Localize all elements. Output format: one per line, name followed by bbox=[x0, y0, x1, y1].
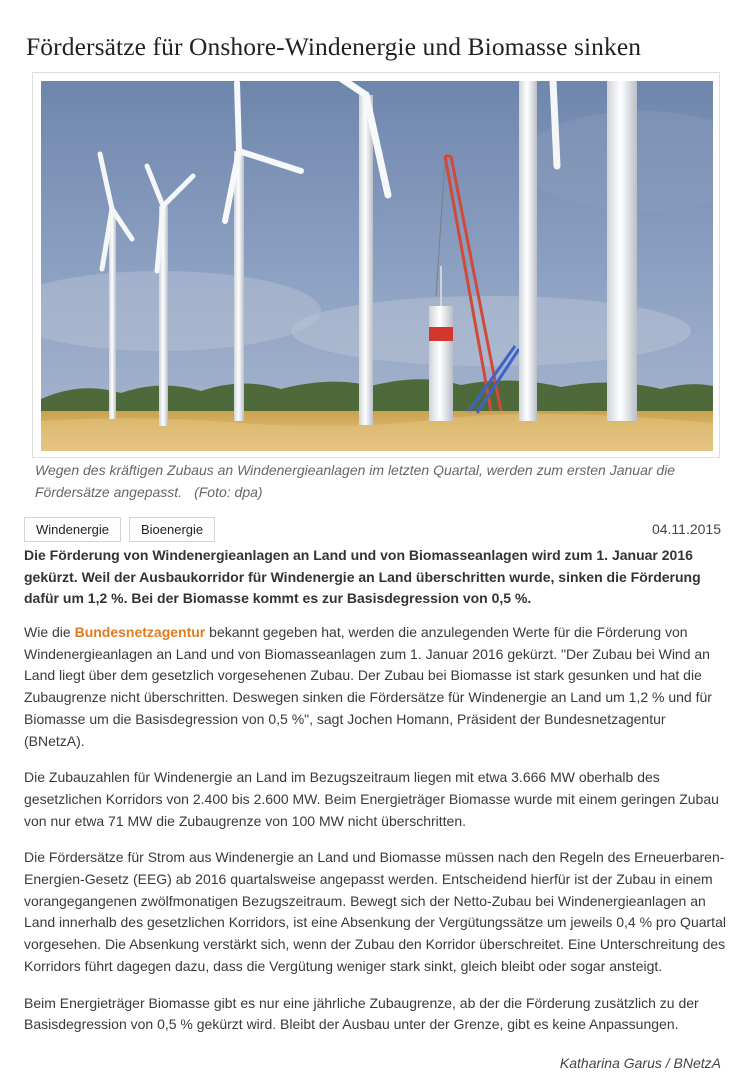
tag-list bbox=[24, 517, 215, 542]
paragraph-4: Beim Energieträger Biomasse gibt es nur eine jährliche Zubaugrenze, ab der die Förderung zusätzlich zu der Basisdegression von 0,5 % gekürzt wird. Bleibt der Ausbau unter der Grenze, gibt es keine Anpassungen. bbox=[24, 994, 699, 1033]
bundesnetzagentur-link[interactable]: Bundesnetzagentur bbox=[74, 624, 206, 640]
caption-text: Wegen des kräftigen Zubaus an Windenergieanlagen im letzten Quartal, werden zum ersten Januar die Fördersätze angepasst. bbox=[35, 462, 676, 500]
article-lead: Die Förderung von Windenergieanlagen an Land und von Biomasseanlagen wird zum 1. Januar 2016 gekürzt. Weil der Ausbaukorridor für Windenergie an Land überschritten wurde, sinken die Förderung dafür um 1,2 %. Bei der Biomasse kommt es zur Basisdegression von 0,5 %. bbox=[24, 547, 701, 606]
paragraph-1-start: Wie die bbox=[24, 624, 75, 640]
paragraph-1 bbox=[24, 622, 726, 752]
article-title: Fördersätze für Onshore-Windenergie und Biomasse sinken bbox=[26, 32, 642, 61]
paragraph-1-rest: bekannt gegeben hat, werden die anzulegenden Werte für die Förderung von Windenergieanlagen an Land und von Biomasseanlagen zum 1. Januar 2016 gekürzt. "Der Zubau bei Wind an Land liegt über dem gesetzlich vorgesehenen Zubau. Der Zubau bei Biomasse ist stark gesunken und hat die Zubaugrenze nicht überschritten. Deswegen sinken die Fördersätze für Windenergie an Land um 1,2 % und für Biomasse um die Basisdegression von 0,5 %", sagt Jochen Homann, Präsident der Bundesnetzagentur (BNetzA). bbox=[24, 624, 712, 749]
paragraph-3: Die Fördersätze für Strom aus Windenergie an Land und Biomasse müssen nach den Regeln des Erneuerbaren-Energien-Gesetz (EEG) ab 2016 quartalsweise angepasst werden. Entscheidend hierfür ist der Zubau in einem vorangegangenen zwölfmonatigen Bezugszeitraum. Bewegt sich der Netto-Zubau bei Windenergieanlagen an Land innerhalb des gesetzlichen Korridors, ist eine Absenkung der Vergütungssätze um jeweils 0,4 % pro Quartal vorgesehen. Die Absenkung verstärkt sich, wenn der Zubau den Korridor überschreitet. Eine Unterschreitung des Korridors führt dagegen dazu, dass die Vergütung weniger stark sinkt, gleich bleibt oder sogar ansteigt. bbox=[24, 849, 726, 974]
tag-windenergie[interactable]: Windenergie bbox=[24, 517, 121, 542]
caption-credit: (Foto: dpa) bbox=[194, 484, 263, 500]
article-figure bbox=[32, 72, 720, 458]
article-body bbox=[24, 622, 726, 1051]
paragraph-2: Die Zubauzahlen für Windenergie an Land im Bezugszeitraum liegen mit etwa 3.666 MW oberhalb des gesetzlichen Korridors von 2.400 bis 2.600 MW. Beim Energieträger Biomasse wurde mit einem geringen Zubau von nur etwa 71 MW die Zubaugrenze von 100 MW nicht überschritten. bbox=[24, 769, 719, 829]
article-author: Katharina Garus / BNetzA bbox=[559, 1055, 721, 1071]
figure-caption bbox=[35, 459, 715, 503]
article-date: 04.11.2015 bbox=[651, 521, 721, 537]
tag-bioenergie[interactable]: Bioenergie bbox=[129, 517, 215, 542]
article-photo bbox=[41, 81, 713, 451]
